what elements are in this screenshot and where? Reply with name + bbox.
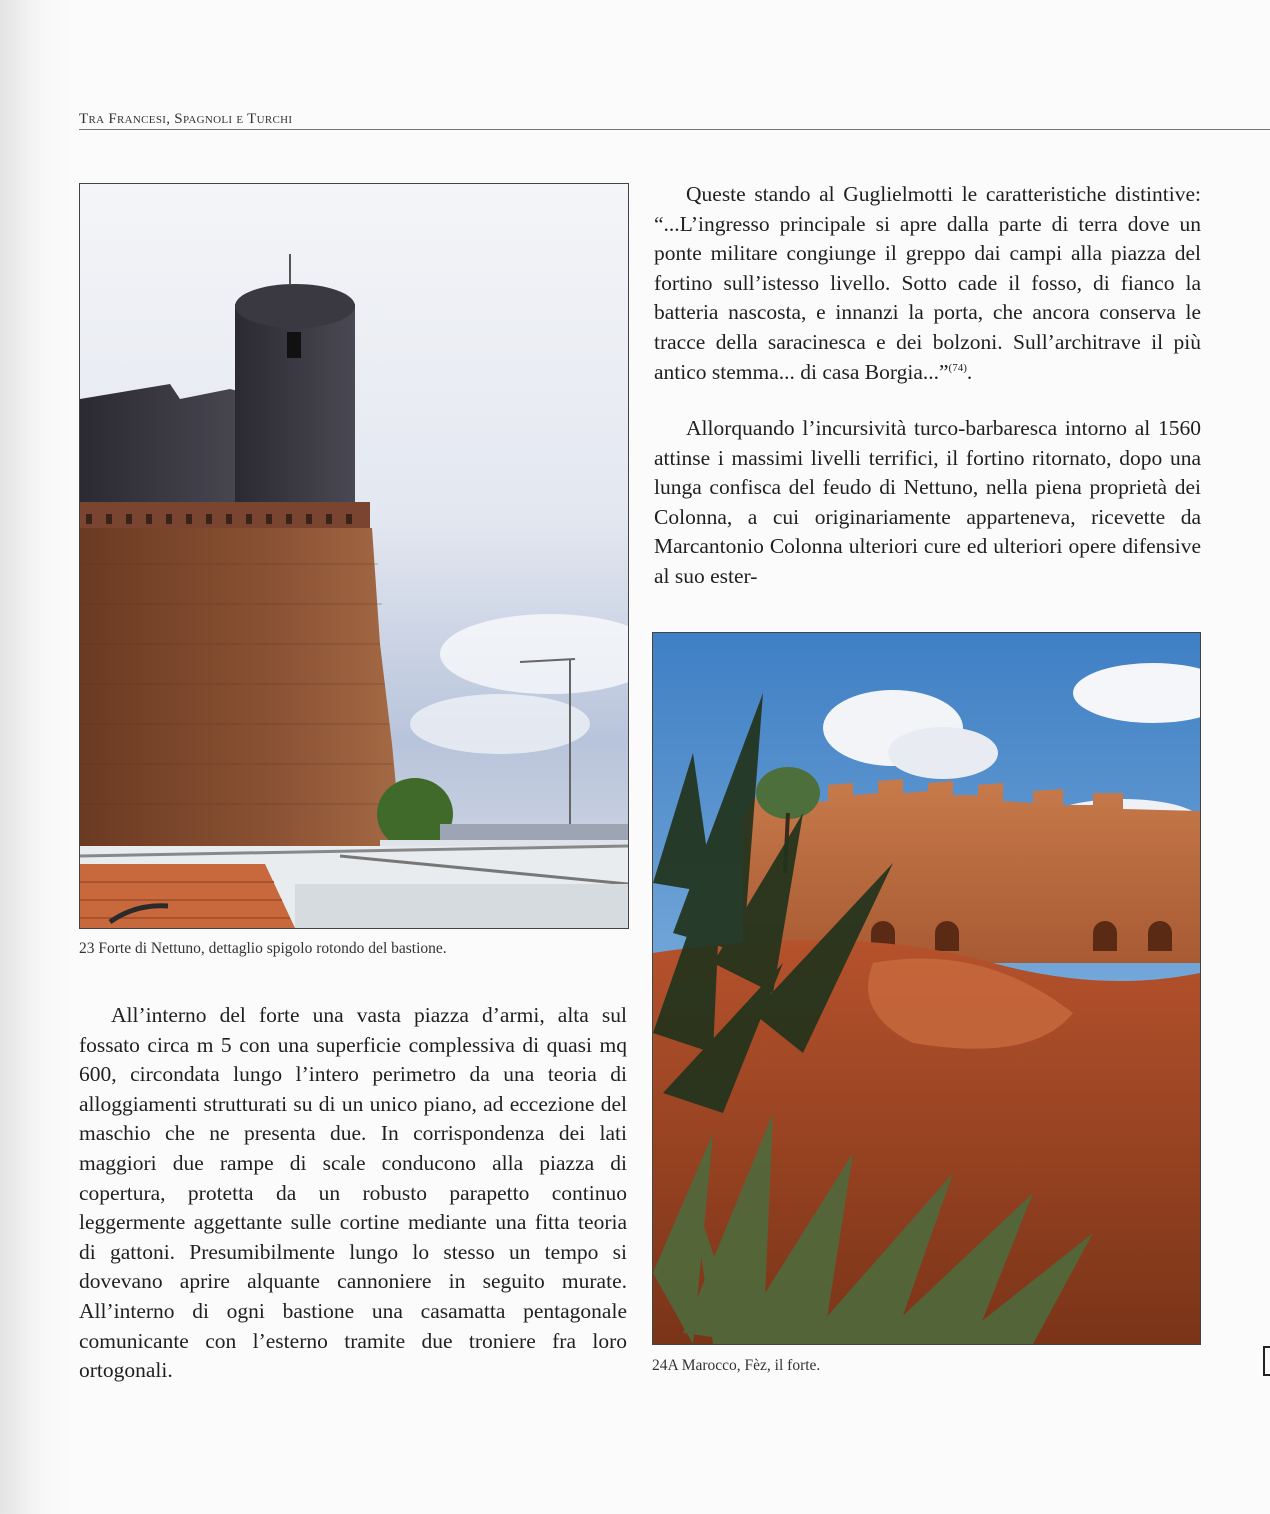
paragraph-incursivita: Allorquando l’incursività turco-barbaresca intorno al 1560 attinse i massimi livelli terrifici, il fortino ritornato, dopo una lunga confisca del feudo di Nettuno, nella piena proprietà dei Colonna, a cui originariamente apparteneva, ricevette da Marcantonio Colonna ulteriori cure ed ulteriori opere difensive al suo ester- [654, 416, 1201, 588]
photo-fes-fort [652, 632, 1201, 1345]
footnote-reference: (74) [948, 361, 967, 374]
running-head: Tra Francesi, Spagnoli e Turchi [79, 111, 293, 127]
header-rule [79, 129, 1270, 130]
paragraph-text: Queste stando al Guglielmotti le caratteristiche distintive: “...L’ingresso principale si apre dalla parte di terra dove un ponte militare congiunge il greppo dai campi alla piazza del fortino sull’istesso livello. Sotto cade il fosso, di fianco la batteria nascosta, e innanzi la porta, che ancora conserva le tracce della saracinesca e dei bolzoni. Sull’architrave il più antico stemma... di casa Borgia...” [654, 182, 1201, 384]
page-edge-bracket [1263, 1346, 1270, 1376]
figure-23-caption: 23 Forte di Nettuno, dettaglio spigolo rotondo del bastione. [79, 940, 447, 957]
paragraph-piazza-darmi: All’interno del forte una vasta piazza d’armi, alta sul fossato circa m 5 con una superficie complessiva di quasi mq 600, circondata lungo l’intero perimetro da una teoria di alloggiamenti strutturati su di un unico piano, ad eccezione del maschio che ne presenta due. In corrispondenza dei lati maggiori due rampe di scale conducono alla piazza di copertura, protetta da un robusto parapetto continuo leggermente aggettante sulle cortine mediante una fitta teoria di gattoni. Presumibilmente lungo lo stesso un tempo si dovevano aprire alquante cannoniere in seguito murate. All’interno di ogni bastione una casamatta pentagonale comunicante con l’esterno tramite due troniere fra loro ortogonali. [79, 1003, 627, 1383]
page-gutter-shadow [0, 0, 70, 1514]
photo-forte-di-nettuno [79, 183, 629, 929]
paragraph-end-punctuation: . [966, 359, 973, 384]
paragraph-guglielmotti-quote [654, 180, 1201, 387]
figure-24a-caption: 24A Marocco, Fèz, il forte. [652, 1357, 821, 1374]
